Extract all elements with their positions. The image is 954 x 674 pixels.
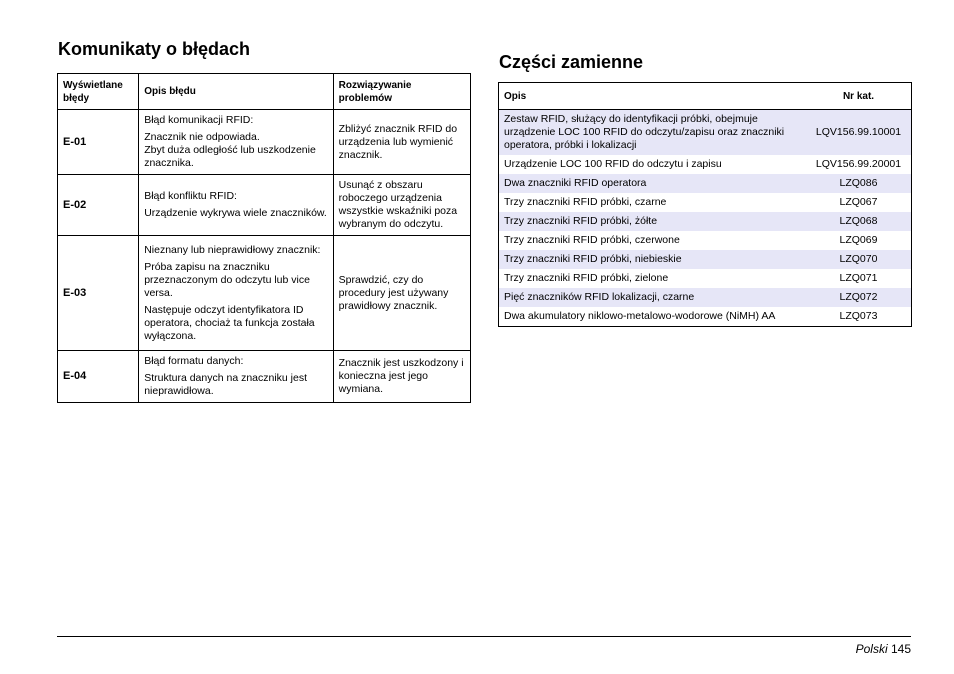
table-row xyxy=(499,250,912,269)
part-description: Dwa znaczniki RFID operatora xyxy=(499,174,807,193)
error-description xyxy=(139,110,333,175)
part-catalog-number: LZQ067 xyxy=(839,196,878,208)
table-row xyxy=(499,212,912,231)
description-line: Próba zapisu na znaczniku przeznaczonym do odczytu lub vice versa. xyxy=(144,260,310,299)
error-solution: Sprawdzić, czy do procedury jest używany prawidłowy znacznik. xyxy=(333,236,470,351)
part-description: Trzy znaczniki RFID próbki, czarne xyxy=(504,196,667,208)
page-number: 145 xyxy=(890,642,911,656)
table-row xyxy=(499,231,912,250)
column-header-troubleshooting: Rozwiązywanie problemów xyxy=(333,74,470,110)
error-code: E-02 xyxy=(58,175,139,236)
part-catalog-number: LQV156.99.10001 xyxy=(806,110,912,156)
table-row xyxy=(499,307,912,327)
description-line: Błąd konfliktu RFID: xyxy=(144,190,237,202)
description-line: Błąd formatu danych: xyxy=(144,355,244,367)
error-description xyxy=(139,236,333,351)
part-description: Trzy znaczniki RFID próbki, niebieskie xyxy=(499,250,807,269)
description-line: Następuje odczyt identyfikatora ID operatora, chociaż ta funkcja została wyłączona. xyxy=(144,303,315,342)
error-description xyxy=(139,351,333,403)
spare-parts-table xyxy=(498,82,912,327)
part-catalog-number: LQV156.99.20001 xyxy=(815,158,902,170)
part-catalog-number: LZQ069 xyxy=(839,234,878,246)
part-description: Urządzenie LOC 100 RFID do odczytu i zapisu xyxy=(504,158,722,170)
section-title-spare-parts: Części zamienne xyxy=(499,52,644,72)
description-line: Struktura danych na znaczniku jest nieprawidłowa. xyxy=(144,372,308,397)
error-messages-table xyxy=(57,73,471,403)
part-catalog-number: LZQ071 xyxy=(839,272,878,284)
footer-language: Polski xyxy=(855,642,888,656)
table-header-row xyxy=(58,74,471,110)
part-description: Dwa akumulatory niklowo-metalowo-wodorowe (NiMH) AA xyxy=(504,310,776,322)
part-description: Zestaw RFID, służący do identyfikacji próbki, obejmuje urządzenie LOC 100 RFID do odczytu/zapisu oraz znaczniki operatora, próbki i lokalizacji xyxy=(499,110,807,156)
part-catalog-number: LZQ070 xyxy=(806,250,912,269)
table-row xyxy=(499,269,912,288)
error-solution: Znacznik jest uszkodzony i konieczna jest jego wymiana. xyxy=(333,351,470,403)
table-row xyxy=(58,236,471,351)
description-line: Nieznany lub nieprawidłowy znacznik: xyxy=(144,243,321,256)
section-title-error-messages: Komunikaty o błędach xyxy=(58,39,251,59)
part-catalog-number: LZQ073 xyxy=(839,310,878,322)
part-description: Trzy znaczniki RFID próbki, zielone xyxy=(504,272,669,284)
error-solution: Usunąć z obszaru roboczego urządzenia wszystkie wskaźniki poza wybranym do odczytu. xyxy=(333,175,470,236)
part-description: Pięć znaczników RFID lokalizacji, czarne xyxy=(499,288,807,307)
part-catalog-number: LZQ068 xyxy=(806,212,912,231)
column-header-description: Opis xyxy=(499,83,807,110)
part-description: Trzy znaczniki RFID próbki, żółte xyxy=(499,212,807,231)
error-description xyxy=(139,175,333,236)
error-code: E-03 xyxy=(58,236,139,351)
error-code: E-04 xyxy=(58,351,139,403)
page-footer xyxy=(856,642,911,656)
table-row xyxy=(58,351,471,403)
footer-divider xyxy=(57,636,911,637)
part-description: Trzy znaczniki RFID próbki, czerwone xyxy=(504,234,680,246)
table-row xyxy=(499,155,912,174)
part-catalog-number: LZQ086 xyxy=(806,174,912,193)
column-header-catalog-number: Nr kat. xyxy=(806,83,912,110)
table-row xyxy=(499,110,912,156)
column-header-displayed-errors: Wyświetlane błędy xyxy=(58,74,139,110)
description-line: Urządzenie wykrywa wiele znaczników. xyxy=(144,207,327,219)
table-row xyxy=(58,175,471,236)
table-row xyxy=(58,110,471,175)
table-row xyxy=(499,288,912,307)
description-line: Błąd komunikacji RFID: xyxy=(144,114,254,126)
table-row xyxy=(499,174,912,193)
description-line: Znacznik nie odpowiada. Zbyt duża odległość lub uszkodzenie znacznika. xyxy=(144,131,316,169)
table-header-row xyxy=(499,83,912,110)
error-solution: Zbliżyć znacznik RFID do urządzenia lub wymienić znacznik. xyxy=(333,110,470,175)
error-code: E-01 xyxy=(58,110,139,175)
table-row xyxy=(499,193,912,212)
column-header-error-description: Opis błędu xyxy=(139,74,333,110)
part-catalog-number: LZQ072 xyxy=(806,288,912,307)
